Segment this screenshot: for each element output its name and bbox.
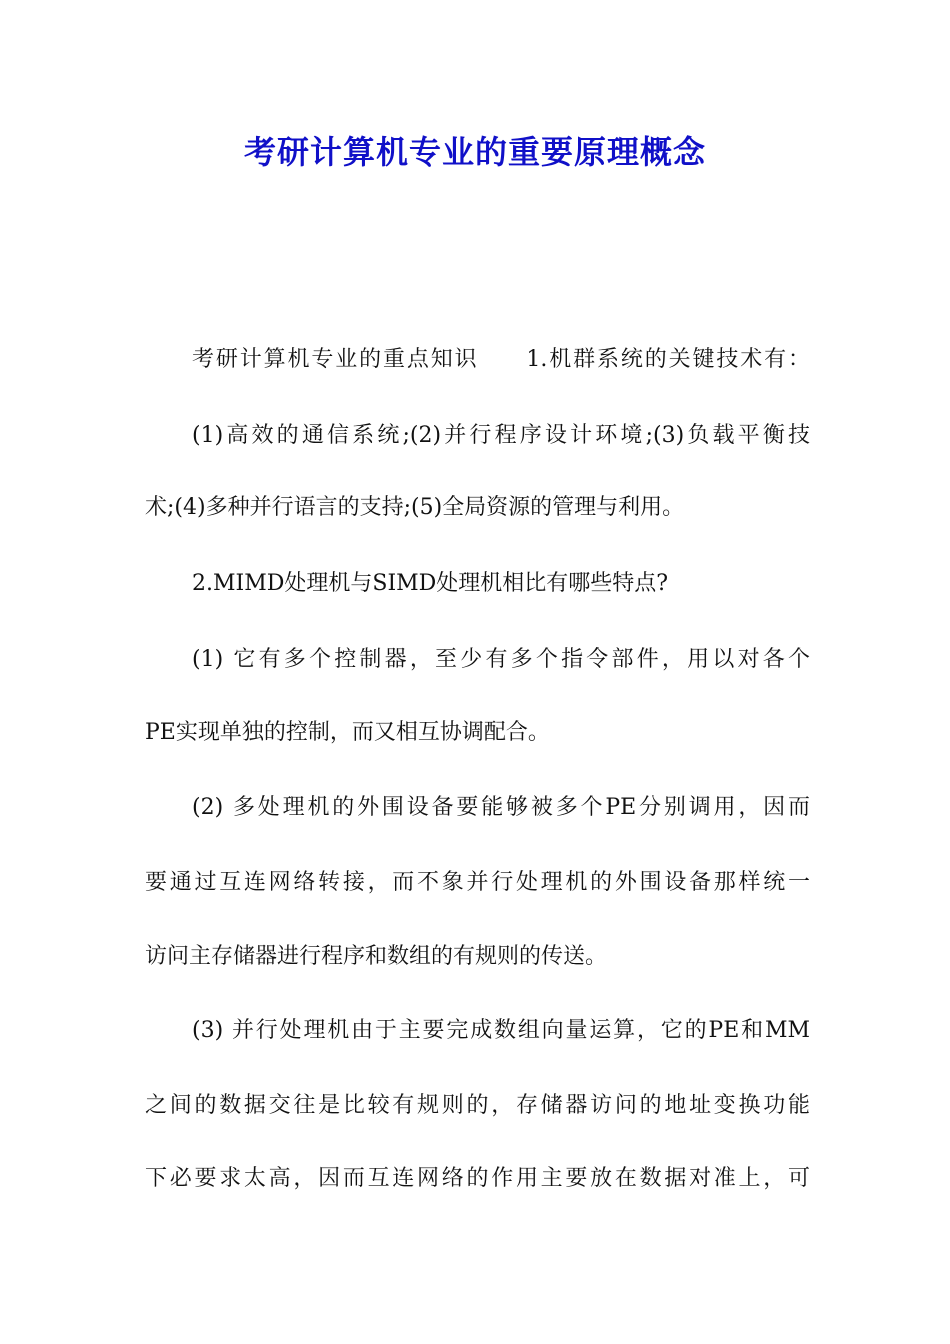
paragraph-line-1: 考研计算机专业的重点知识 1.机群系统的关键技术有： bbox=[192, 347, 810, 372]
paragraph-line-10: (3) 并行处理机由于主要完成数组向量运算，它的PE和MM bbox=[192, 1018, 810, 1043]
paragraph-line-11: 之间的数据交往是比较有规则的，存储器访问的地址变换功能 bbox=[145, 1093, 810, 1118]
paragraph-line-12: 下必要求太高，因而互连网络的作用主要放在数据对准上，可 bbox=[145, 1166, 810, 1191]
paragraph-line-7: (2) 多处理机的外围设备要能够被多个PE分别调用，因而 bbox=[192, 795, 810, 820]
paragraph-line-3: 术;(4)多种并行语言的支持;(5)全局资源的管理与利用。 bbox=[145, 495, 685, 520]
paragraph-line-8: 要通过互连网络转接，而不象并行处理机的外围设备那样统一 bbox=[145, 870, 810, 895]
paragraph-line-5: (1) 它有多个控制器，至少有多个指令部件，用以对各个 bbox=[192, 647, 810, 672]
paragraph-line-4: 2.MIMD处理机与SIMD处理机相比有哪些特点? bbox=[192, 571, 669, 596]
paragraph-line-2: (1)高效的通信系统;(2)并行程序设计环境;(3)负载平衡技 bbox=[192, 423, 810, 448]
paragraph-line-6: PE实现单独的控制，而又相互协调配合。 bbox=[145, 720, 550, 745]
paragraph-line-9: 访问主存储器进行程序和数组的有规则的传送。 bbox=[145, 944, 608, 969]
document-title: 考研计算机专业的重要原理概念 bbox=[243, 133, 706, 171]
